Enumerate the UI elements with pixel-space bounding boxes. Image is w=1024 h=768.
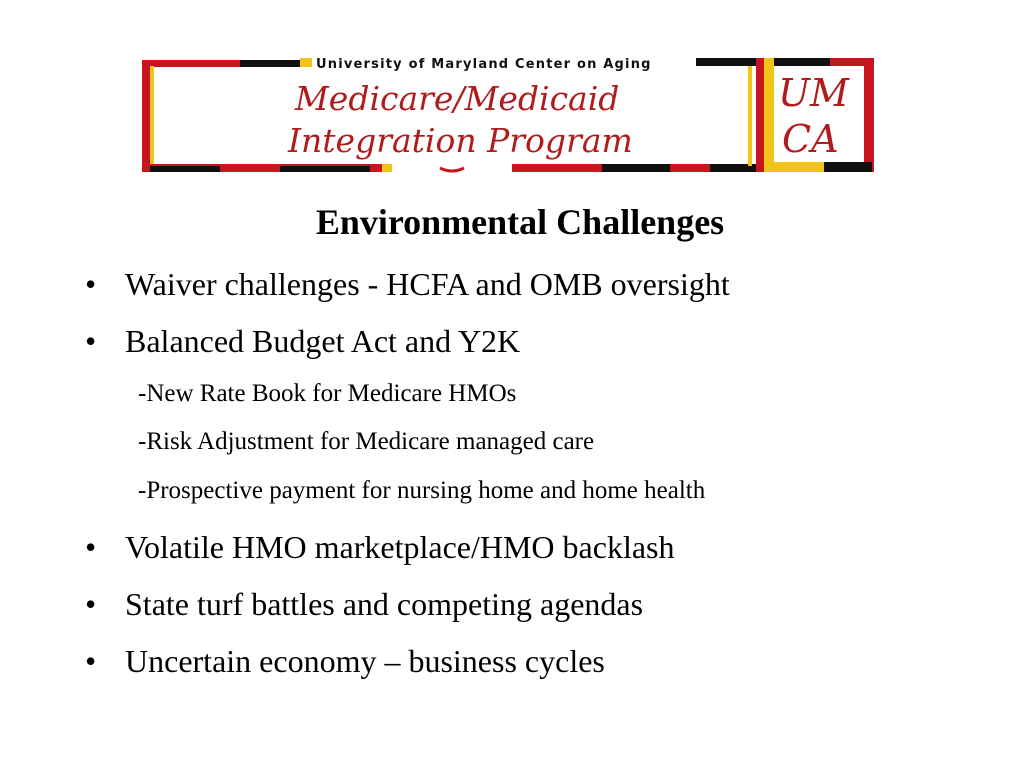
bullet-text: Waiver challenges - HCFA and OMB oversight: [125, 266, 730, 302]
logo-top-text: University of Maryland Center on Aging: [316, 57, 652, 72]
logo-line-1: Medicare/Medicaid: [295, 79, 620, 118]
bullet-icon: •: [85, 266, 97, 302]
bullet-text: Balanced Budget Act and Y2K: [125, 323, 521, 359]
bullet-text: Volatile HMO marketplace/HMO backlash: [125, 529, 675, 565]
bullet-icon: •: [85, 323, 97, 359]
bullet-icon: •: [85, 529, 97, 565]
sub-bullet-item: -New Rate Book for Medicare HMOs: [138, 380, 517, 407]
bullet-icon: •: [85, 643, 97, 679]
bullet-item: [85, 265, 730, 303]
sub-bullet-item: -Prospective payment for nursing home and home health: [138, 477, 706, 504]
bullet-item: [85, 322, 520, 360]
bullet-item: [85, 528, 674, 566]
sub-bullet-item: -Risk Adjustment for Medicare managed care: [138, 428, 595, 455]
bullet-text: State turf battles and competing agendas: [125, 586, 644, 622]
logo-side-um: UM: [778, 71, 849, 115]
logo-line-2: Integration Program: [288, 121, 633, 160]
logo-side-ca: CA: [782, 117, 839, 161]
bullet-item: [85, 642, 605, 680]
slide-title: Environmental Challenges: [315, 202, 725, 242]
bullet-text: Uncertain economy – business cycles: [125, 643, 605, 679]
bullet-icon: •: [85, 586, 97, 622]
bullet-item: [85, 585, 643, 623]
